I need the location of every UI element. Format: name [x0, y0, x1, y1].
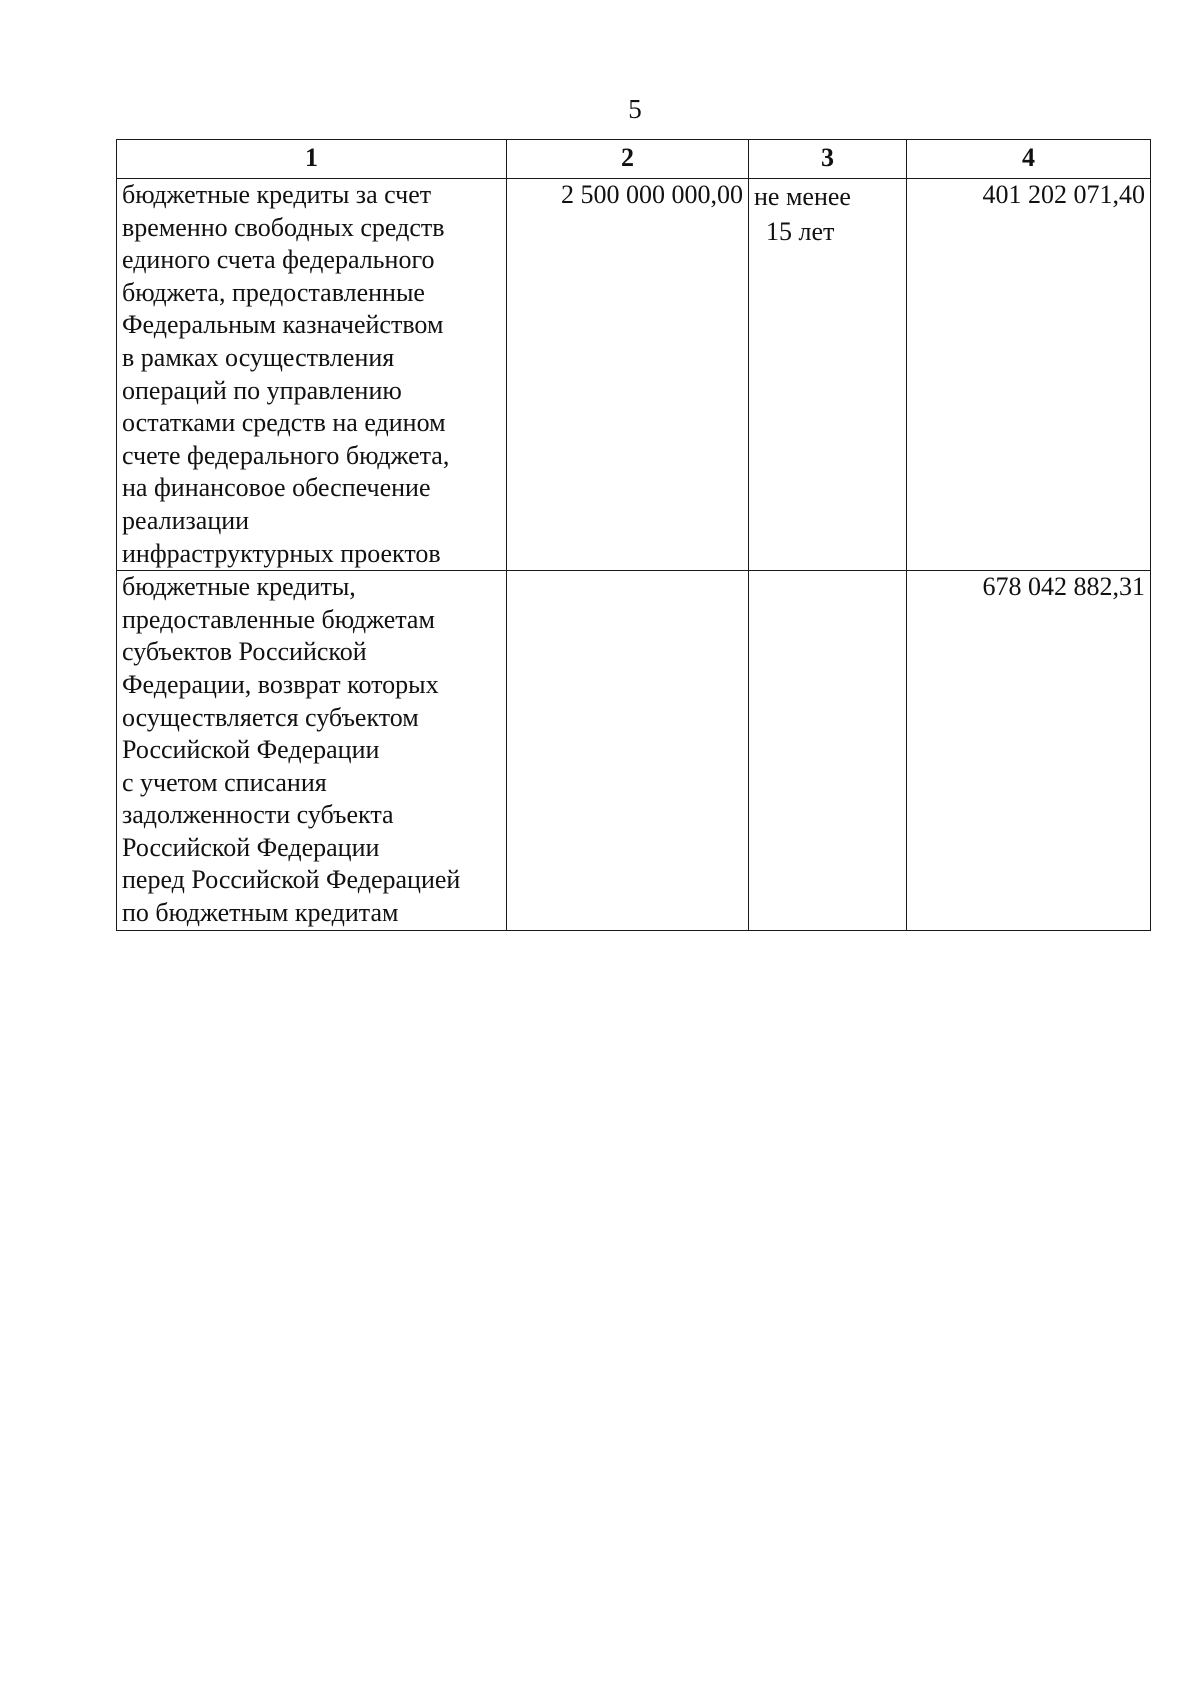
description-line: в рамках осуществления [122, 342, 395, 372]
description-line: Российской Федерации [122, 735, 380, 765]
row-1-amount: 401 202 071,40 [907, 179, 1151, 571]
row-2-amount: 678 042 882,31 [907, 571, 1151, 931]
description-line: Федерации, возврат которых [122, 669, 439, 699]
description-line: бюджетные кредиты за счет [122, 180, 432, 209]
term-line-1: не менее [754, 182, 851, 211]
row-2-term [749, 571, 907, 931]
table-row [117, 571, 1151, 931]
description-line: осуществляется субъектом [122, 702, 419, 732]
row-2-description [117, 571, 507, 931]
description-line: с учетом списания [122, 767, 327, 797]
description-line: Федеральным казначейством [122, 310, 444, 340]
page-number: 5 [628, 94, 642, 124]
budget-credits-table [116, 139, 1151, 931]
description-line: Российской Федерации [122, 832, 380, 862]
column-header-1: 1 [117, 140, 507, 179]
row-1-description [117, 179, 507, 571]
description-line: реализации [122, 505, 250, 535]
description-line: операций по управлению [122, 375, 402, 405]
description-line: бюджетные кредиты, [122, 572, 356, 602]
term-line-2: 15 лет [766, 217, 835, 246]
description-line: остатками средств на едином [122, 408, 446, 438]
row-1-limit: 2 500 000 000,00 [507, 179, 749, 571]
row-2-limit [507, 571, 749, 931]
description-line: единого счета федерального [122, 245, 435, 275]
table-header-row [117, 140, 1151, 179]
row-1-term [749, 179, 907, 571]
column-header-4: 4 [907, 140, 1151, 179]
description-line: задолженности субъекта [122, 800, 394, 830]
description-line: временно свободных средств [122, 212, 445, 242]
description-line: счете федерального бюджета, [122, 440, 450, 470]
description-line: предоставленные бюджетам [122, 604, 435, 634]
description-line: на финансовое обеспечение [122, 473, 431, 503]
description-line: субъектов Российской [122, 637, 367, 667]
table-row [117, 179, 1151, 571]
description-line: инфраструктурных проектов [122, 538, 441, 568]
description-line: по бюджетным кредитам [122, 898, 399, 928]
column-header-3: 3 [749, 140, 907, 179]
description-line: перед Российской Федерацией [122, 865, 461, 895]
column-header-2: 2 [507, 140, 749, 179]
description-line: бюджета, предоставленные [122, 277, 425, 307]
